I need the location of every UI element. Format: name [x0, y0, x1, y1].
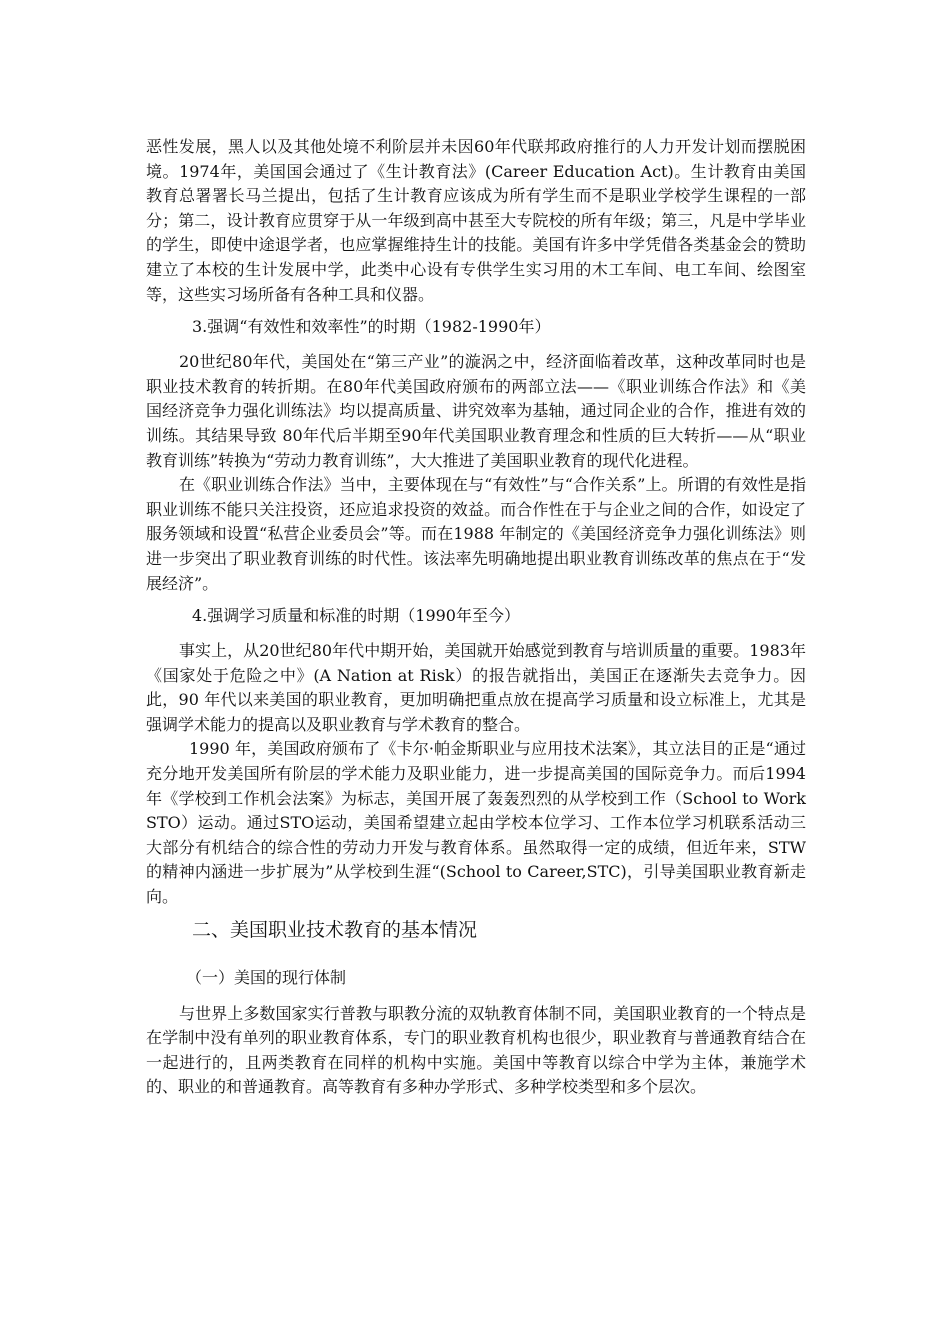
paragraph-career-education-act: 恶性发展，黑人以及其他处境不利阶层并未因60年代联邦政府推行的人力开发计划而摆脱困境。1974年，美国国会通过了《生计教育法》(Career Education Act)。生计教育由美国教育总署署长马兰提出，包括了生计教育应该成为所有学生而不是职业学校学生课程的一部分；第二，设计教育应贯穿于从一年级到高中甚至大专院校的所有年级；第三，凡是中学毕业的学生，即使中途退学者，也应掌握维持生计的技能。美国有许多中学凭借各类基金会的赞助建立了本校的生计发展中学，此类中心设有专供学生实习用的木工车间、电工车间、绘图室等，这些实习场所备有各种工具和仪器。: [146, 137, 806, 304]
subheading-quality-standards-period: 4.强调学习质量和标准的时期（1990年至今）: [192, 606, 520, 626]
subsection-heading-current-system: （一）美国的现行体制: [186, 967, 347, 987]
document-body: [146, 135, 806, 1100]
paragraph-nation-at-risk: 事实上，从20世纪80年代中期开始，美国就开始感觉到教育与培训质量的重要。1983年《国家处于危险之中》(A Nation at Risk）的报告就指出，美国正在逐渐失去竞争力。因此，90 年代以来美国的职业教育，更加明确把重点放在提高学习质量和设立标准上，尤其是强调学术能力的提高以及职业教育与学术教育的整合。: [146, 641, 806, 734]
section-heading-basic-situation: 二、美国职业技术教育的基本情况: [192, 918, 478, 941]
paragraph-current-system: 与世界上多数国家实行普教与职教分流的双轨教育体制不同，美国职业教育的一个特点是在学制中没有单列的职业教育体系，专门的职业教育机构也很少，职业教育与普通教育结合在一起进行的，且两类教育在同样的机构中实施。美国中等教育以综合中学为主体，兼施学术的、职业的和普通教育。高等教育有多种办学形式、多种学校类型和多个层次。: [146, 1003, 806, 1097]
paragraph-job-training-act: 在《职业训练合作法》当中，主要体现在与“有效性”与“合作关系”上。所谓的有效性是指职业训练不能只关注投资，还应追求投资的效益。而合作性在于与企业之间的合作，如设定了服务领域和设置“私营企业委员会”等。而在1988 年制定的《美国经济竞争力强化训练法》则进一步突出了职业教育训练的时代性。该法率先明确地提出职业教育训练改革的焦点在于“发展经济”。: [146, 475, 806, 593]
paragraph-1980s-reform: 20世纪80年代，美国处在“第三产业”的漩涡之中，经济面临着改革，这种改革同时也是职业技术教育的转折期。在80年代美国政府颁布的两部立法——《职业训练合作法》和《美国经济竞争力强化训练法》均以提高质量、讲究效率为基轴，通过同企业的合作，推进有效的训练。其结果导致 80年代后半期至90年代美国职业教育理念和性质的巨大转折——从“职业教育训练”转换为“劳动力教育训练”，大大推进了美国职业教育的现代化进程。: [146, 352, 806, 470]
paragraph-perkins-act: 1990 年，美国政府颁布了《卡尔·帕金斯职业与应用技术法案》，其立法目的正是“通过充分地开发美国所有阶层的学术能力及职业能力，进一步提高美国的国际竞争力。而后1994年《学校到工作机会法案》为标志，美国开展了轰轰烈烈的从学校到工作（School to Work STO）运动。通过STO运动，美国希望建立起由学校本位学习、工作本位学习机联系活动三大部分有机结合的综合性的劳动力开发与教育体系。虽然取得一定的成绩，但近年来，STW的精神内涵进一步扩展为”从学校到生涯“(School to Career,STC)，引导美国职业教育新走向。: [146, 739, 806, 907]
subheading-efficiency-period: 3.强调“有效性和效率性”的时期（1982-1990年）: [192, 317, 551, 337]
